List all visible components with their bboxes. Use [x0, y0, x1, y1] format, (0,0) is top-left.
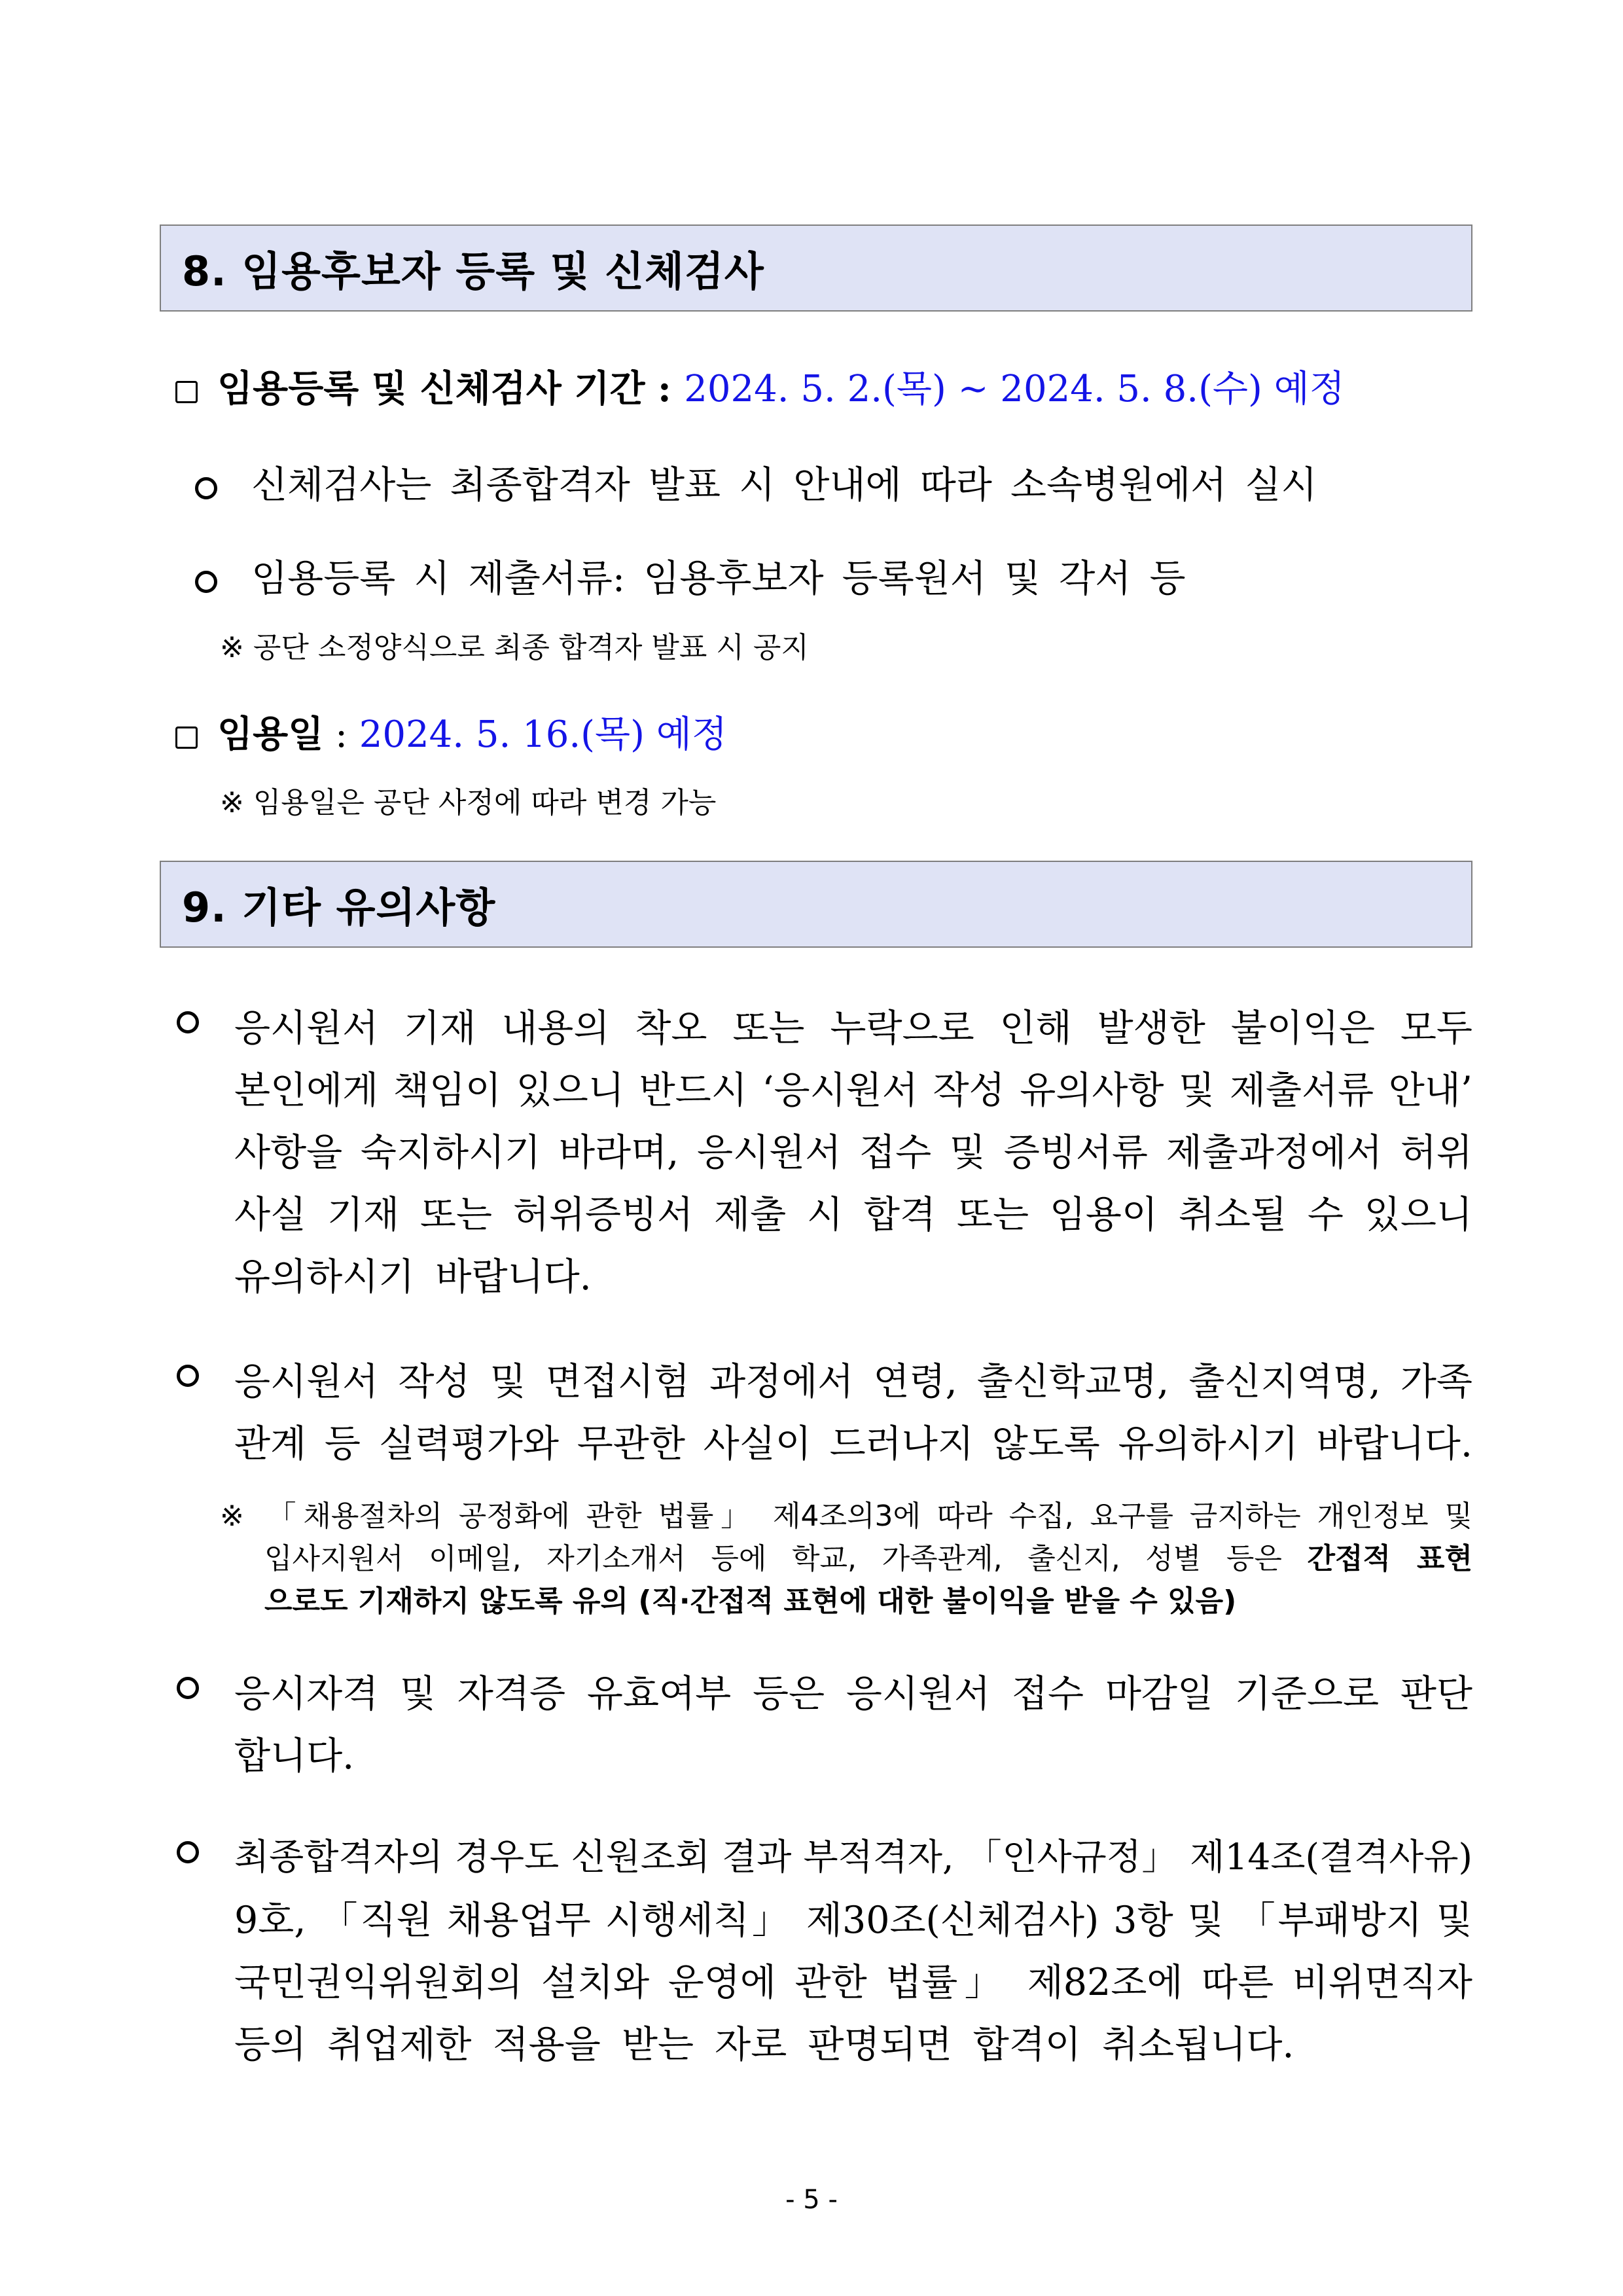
appointment-value: 2024. 5. 16.(목) 예정 — [359, 713, 727, 756]
s9-p3-line-1: 응시자격 및 자격증 유효여부 등은 응시원서 접수 마감일 기준으로 판단 — [234, 1672, 1472, 1715]
s8-bullet-2-text: 임용등록 시 제출서류: 임용후보자 등록원서 및 각서 등 — [251, 557, 1186, 600]
s9-p4-line-1: 최종합격자의 경우도 신원조회 결과 부적격자, 「인사규정」 제14조(결격사유) — [234, 1836, 1472, 1878]
section-9-header — [160, 861, 1472, 948]
s8-bullet-1 — [195, 455, 1317, 509]
appointment-label: 임용일 — [217, 713, 324, 756]
period-value: 2024. 5. 2.(목) ~ 2024. 5. 8.(수) 예정 — [684, 368, 1345, 410]
s8-bullet-2 — [195, 548, 1186, 602]
circle-bullet-icon — [195, 477, 217, 499]
period-label: 임용등록 및 신체검사 기간 : — [217, 367, 685, 410]
s9-p1-line-5: 유의하시기 바랍니다. — [234, 1255, 592, 1299]
s9-note-line-2-bold: 간접적 표현 — [1307, 1542, 1472, 1575]
s8-note-2: ※ 임용일은 공단 사정에 따라 변경 가능 — [220, 786, 717, 819]
s9-p3-line-2: 합니다. — [234, 1734, 355, 1778]
circle-bullet-icon — [177, 1011, 199, 1033]
s9-note-line-1: ※ 「채용절차의 공정화에 관한 법률」 제4조의3에 따라 수집, 요구를 금지하는 개인정보 및 — [220, 1499, 1472, 1533]
s9-note-line-2 — [264, 1535, 1472, 1577]
s9-p2-line-1: 응시원서 작성 및 면접시험 과정에서 연령, 출신학교명, 출신지역명, 가족 — [234, 1360, 1472, 1403]
s9-note-line-2-plain: 입사지원서 이메일, 자기소개서 등에 학교, 가족관계, 출신지, 성별 등은 — [264, 1542, 1308, 1575]
s9-p1-line-1: 응시원서 기재 내용의 착오 또는 누락으로 인해 발생한 불이익은 모두 — [234, 1007, 1472, 1050]
s9-p4-line-3: 국민권익위원회의 설치와 운영에 관한 법률」 제82조에 따른 비위면직자 — [234, 1961, 1472, 2004]
appointment-line — [175, 706, 727, 758]
page-number: - 5 - — [785, 2185, 838, 2215]
appointment-sep: : — [323, 713, 359, 756]
circle-bullet-icon — [177, 1365, 199, 1387]
s9-p2-line-2: 관계 등 실력평가와 무관한 사실이 드러나지 않도록 유의하시기 바랍니다. — [234, 1422, 1472, 1465]
square-bullet-icon — [175, 381, 198, 403]
circle-bullet-icon — [177, 1841, 199, 1863]
square-bullet-icon — [175, 726, 198, 749]
s9-p1-line-2: 본인에게 책임이 있으니 반드시 ‘응시원서 작성 유의사항 및 제출서류 안내’ — [234, 1069, 1472, 1112]
circle-bullet-icon — [195, 571, 217, 593]
section-8-title: 8. 임용후보자 등록 및 신체검사 — [182, 247, 764, 295]
s8-bullet-1-text: 신체검사는 최종합격자 발표 시 안내에 따라 소속병원에서 실시 — [251, 463, 1317, 507]
s9-p4-line-2: 9호, 「직원 채용업무 시행세칙」 제30조(신체검사) 3항 및 「부패방지 및 — [234, 1899, 1472, 1942]
s8-note-1: ※ 공단 소정양식으로 최종 합격자 발표 시 공지 — [220, 631, 809, 664]
s9-p1-line-4: 사실 기재 또는 허위증빙서 제출 시 합격 또는 임용이 취소될 수 있으니 — [234, 1193, 1472, 1236]
s9-p1-line-3: 사항을 숙지하시기 바라며, 응시원서 접수 및 증빙서류 제출과정에서 허위 — [234, 1131, 1472, 1174]
s9-note-line-3: 으로도 기재하지 않도록 유의 (직·간접적 표현에 대한 불이익을 받을 수 있음) — [264, 1585, 1237, 1618]
period-line — [175, 360, 1345, 412]
section-8-header — [160, 224, 1472, 312]
s9-p4-line-4: 등의 취업제한 적용을 받는 자로 판명되면 합격이 취소됩니다. — [234, 2023, 1294, 2066]
section-9-title: 9. 기타 유의사항 — [182, 884, 496, 931]
circle-bullet-icon — [177, 1677, 199, 1699]
